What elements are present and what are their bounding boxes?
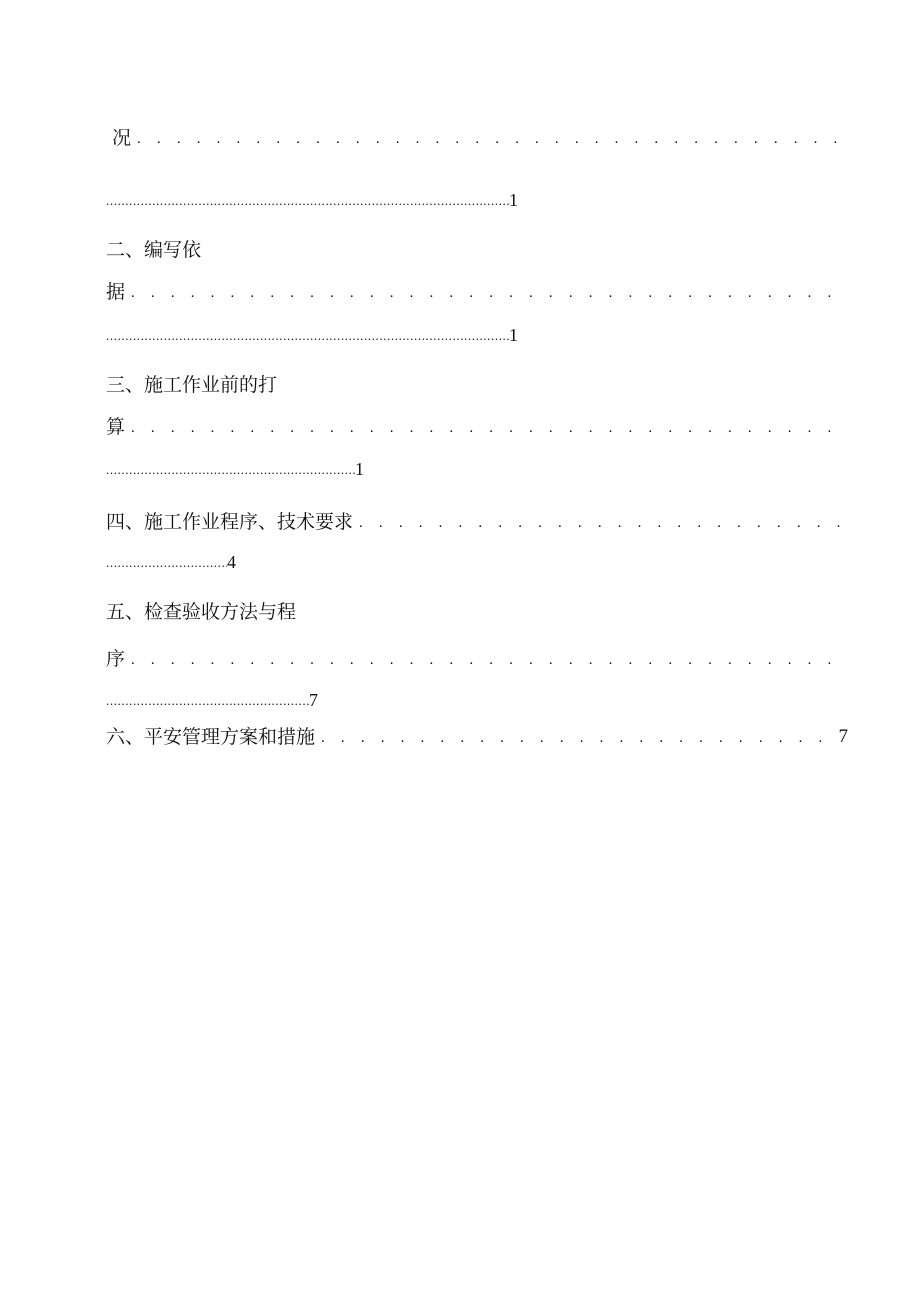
toc-entry-4-text: 四、施工作业程序、技术要求 [106,511,354,533]
toc-entry-4-leader-cont [106,554,227,572]
toc-entry-5-page: 7 [309,690,318,710]
toc-entry-6-leader [321,727,834,749]
toc-entry-3-text: 算 [106,416,126,438]
toc-entry-2-continuation[interactable] [106,321,518,345]
toc-entry-2-text: 据 [106,281,126,303]
toc-entry-3-continuation[interactable] [106,455,364,479]
toc-entry-4-line[interactable] [106,506,846,534]
toc-entry-2-heading[interactable]: 二、编写依 [106,239,202,261]
toc-entry-1-leader [137,128,846,150]
toc-entry-1-page: 1 [509,190,518,210]
toc-entry-4-continuation[interactable] [106,548,236,572]
toc-entry-6-line[interactable] [106,721,848,749]
toc-entry-1-leader-cont [106,192,509,210]
toc-entry-1-text: 况 [112,127,132,149]
toc-entry-5-heading[interactable]: 五、检查验收方法与程 [106,601,297,623]
toc-entry-2-leader-cont [106,327,509,345]
toc-entry-3-page: 1 [355,459,364,479]
toc-entry-5-line[interactable] [106,643,846,671]
toc-entry-2-page: 1 [509,325,518,345]
toc-entry-6-text: 六、平安管理方案和措施 [106,726,316,748]
toc-entry-5-continuation[interactable] [106,686,318,710]
toc-entry-1-continuation[interactable] [106,186,518,210]
toc-entry-1-line[interactable] [112,122,846,150]
toc-entry-5-text: 序 [106,648,126,670]
toc-entry-2-line[interactable] [106,276,846,304]
toc-entry-5-leader-cont [106,692,309,710]
toc-entry-3-heading[interactable]: 三、施工作业前的打 [106,374,278,396]
toc-entry-4-leader [359,512,846,534]
toc-entry-5-leader [131,649,846,671]
toc-entry-4-page: 4 [227,552,236,572]
toc-entry-2-leader [131,282,846,304]
toc-entry-3-leader-cont [106,461,355,479]
toc-entry-6-page: 7 [838,726,848,747]
toc-entry-3-leader [131,417,846,439]
toc-entry-3-line[interactable] [106,411,846,439]
